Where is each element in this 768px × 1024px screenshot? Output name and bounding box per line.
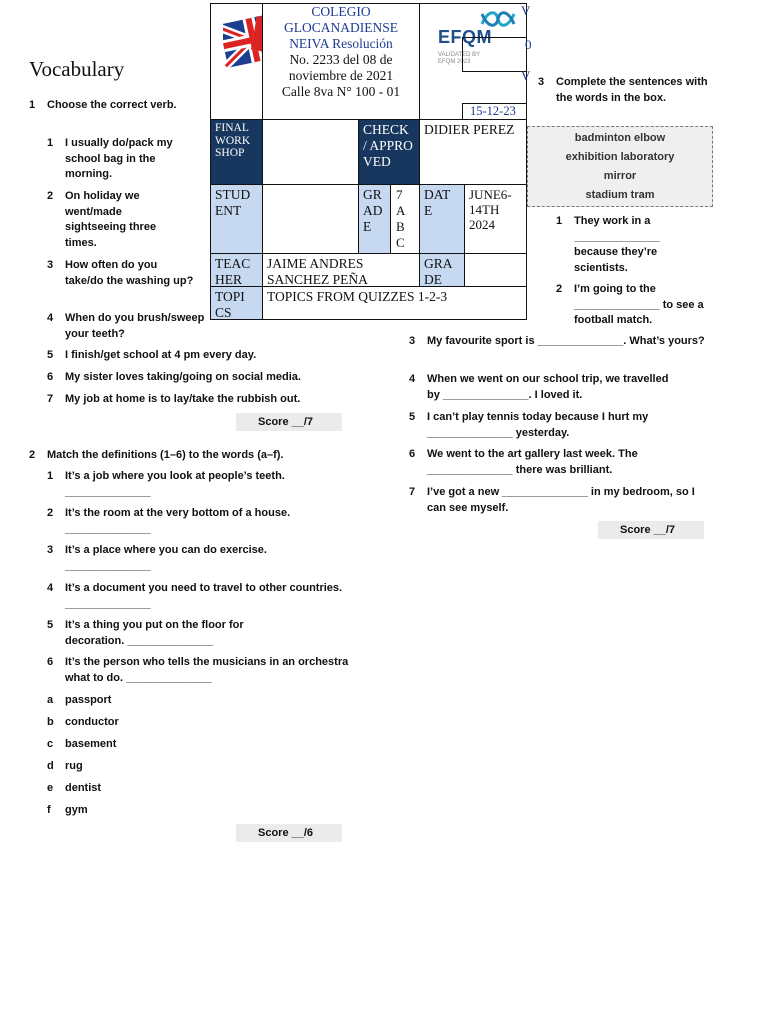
q1-item-number: 4 <box>47 312 54 324</box>
approver-name: DIDIER PEREZ <box>419 119 527 185</box>
grade-value: 7 A B C <box>390 184 420 254</box>
school-name-line1: COLEGIO <box>311 4 371 19</box>
q1-item-text[interactable]: On holiday we went/made sightseeing three times. <box>65 190 157 249</box>
teacher-label: TEAC HER <box>210 253 263 287</box>
check-approved-label: CHECK / APPRO VED <box>358 119 420 185</box>
q1-item-text[interactable]: I finish/get school at 4 pm every day. <box>65 349 257 361</box>
school-address: Calle 8va N° 100 - 01 <box>281 84 401 99</box>
word-option: passport <box>65 694 112 706</box>
q2-item-number: 1 <box>47 470 54 482</box>
efqm-wordmark: EFQM <box>438 27 492 47</box>
word-box-line: stadium tram <box>585 189 655 201</box>
final-workshop-label: FINAL WORK SHOP <box>210 119 263 185</box>
word-letter: b <box>47 716 54 728</box>
q2-item-number: 3 <box>47 544 54 556</box>
q3-item-number: 2 <box>556 283 563 295</box>
topics-value: TOPICS FROM QUIZZES 1-2-3 <box>262 286 527 320</box>
q3-item-text[interactable]: My favourite sport is ______________. What’s yours? <box>427 335 705 347</box>
word-option: dentist <box>65 782 102 794</box>
q1-item-text[interactable]: When do you brush/sweep your teeth? <box>65 312 205 340</box>
student-name-field[interactable] <box>262 184 359 254</box>
q1-item-text[interactable]: My job at home is to lay/take the rubbish out. <box>65 393 301 405</box>
exercise-3-score: Score __/7 <box>598 521 704 539</box>
date-label: DAT E <box>419 184 465 254</box>
q2-item-number: 2 <box>47 507 54 519</box>
q1-item-text[interactable]: My sister loves taking/going on social media. <box>65 371 301 383</box>
q2-item-number: 6 <box>47 656 54 668</box>
word-letter: f <box>47 804 51 816</box>
q1-item-number: 5 <box>47 349 54 361</box>
right-letter-v2: V <box>521 68 531 83</box>
q3-item-number: 6 <box>409 448 416 460</box>
q1-item-number: 2 <box>47 190 54 202</box>
word-letter: a <box>47 694 54 706</box>
page-title: Vocabulary <box>29 57 125 81</box>
school-name-line2: GLOCANADIENSE <box>284 20 398 35</box>
date-value: JUNE6- 14TH 2024 <box>464 184 527 254</box>
date-code: 15-12-23 <box>470 104 516 118</box>
grade-blank-cell <box>464 253 527 287</box>
word-box-line: badminton elbow <box>574 132 666 144</box>
workshop-blank-cell <box>262 119 359 185</box>
exercise-1-number: 1 <box>29 99 36 111</box>
q3-item-text[interactable]: I’m going to the ______________ to see a football match. <box>574 283 704 326</box>
efqm-cell <box>419 3 527 120</box>
word-box-line: exhibition laboratory <box>565 151 675 163</box>
grade-label-2: GRA DE <box>419 253 465 287</box>
word-option: basement <box>65 738 117 750</box>
q2-item-text: It’s a job where you look at people’s teeth. <box>65 470 285 482</box>
word-letter: c <box>47 738 54 750</box>
efqm-validated-line1: VALIDATED BY <box>438 52 481 58</box>
word-letter: d <box>47 760 54 772</box>
exercise-2-instruction: Match the definitions (1–6) to the words (a–f). <box>47 449 284 461</box>
q3-item-number: 4 <box>409 373 416 385</box>
q1-item-number: 3 <box>47 259 54 271</box>
q2-answer-blank[interactable]: ______________ <box>65 523 151 535</box>
word-box <box>527 126 713 207</box>
right-letter-0: 0 <box>525 37 532 52</box>
q1-item-number: 6 <box>47 371 54 383</box>
exercise-2-score: Score __/6 <box>236 824 342 842</box>
grade-label: GR AD E <box>358 184 391 254</box>
right-letter-v1: V <box>521 3 531 18</box>
q3-item-number: 1 <box>556 215 563 227</box>
word-option: gym <box>65 804 88 816</box>
exercise-3-number: 3 <box>538 76 545 88</box>
q3-item-number: 5 <box>409 411 416 423</box>
q3-item-text[interactable]: We went to the art gallery last week. The ______________ there was brilliant. <box>427 448 638 476</box>
exercise-3-instruction: Complete the sentences with the words in the box. <box>556 76 708 104</box>
efqm-validated-line2: EFQM 2023 <box>438 59 471 65</box>
logo-cell <box>210 3 263 120</box>
exercise-1-score: Score __/7 <box>236 413 342 431</box>
school-info-cell <box>262 3 420 120</box>
q2-answer-blank[interactable]: ______________ <box>65 486 151 498</box>
q2-item-text: It’s the room at the very bottom of a house. <box>65 507 291 519</box>
q3-item-text[interactable]: They work in a ______________ because they’re scientists. <box>574 215 660 274</box>
word-letter: e <box>47 782 54 794</box>
q2-item-text[interactable]: It’s a document you need to travel to other countries. ______________ <box>65 582 343 610</box>
q2-item-text: It’s a place where you can do exercise. <box>65 544 267 556</box>
q3-item-text[interactable]: I can’t play tennis today because I hurt my ______________ yesterday. <box>427 411 649 439</box>
exercise-1-instruction: Choose the correct verb. <box>47 99 177 111</box>
q1-item-text[interactable]: I usually do/pack my school bag in the morning. <box>65 137 173 180</box>
topics-label: TOPI CS <box>210 286 263 320</box>
student-label: STUD ENT <box>210 184 263 254</box>
q2-answer-blank[interactable]: ______________ <box>65 560 151 572</box>
school-resolution-date: noviembre de 2021 <box>288 68 394 83</box>
q3-item-number: 7 <box>409 486 416 498</box>
canada-uk-flag-logo <box>223 10 263 74</box>
q1-item-number: 1 <box>47 137 54 149</box>
word-option: rug <box>65 760 83 772</box>
efqm-grid-box <box>462 37 527 72</box>
school-resolution-line: NEIVA Resolución <box>289 36 393 51</box>
school-resolution-number: No. 2233 del 08 de <box>289 52 393 67</box>
q3-item-text[interactable]: When we went on our school trip, we travelled by ______________. I loved it. <box>427 373 669 401</box>
q3-item-number: 3 <box>409 335 416 347</box>
exercise-2-number: 2 <box>29 449 36 461</box>
q2-item-number: 5 <box>47 619 54 631</box>
word-box-line: mirror <box>603 170 637 182</box>
q3-item-text[interactable]: I’ve got a new ______________ in my bedroom, so I can see myself. <box>427 486 695 514</box>
q2-item-text[interactable]: It’s the person who tells the musicians in an orchestra what to do. ______________ <box>65 656 349 684</box>
q1-item-text[interactable]: How often do you take/do the washing up? <box>65 259 194 287</box>
q2-item-text[interactable]: It’s a thing you put on the floor for decoration. ______________ <box>65 619 244 647</box>
word-option: conductor <box>65 716 119 728</box>
q2-item-number: 4 <box>47 582 54 594</box>
q1-item-number: 7 <box>47 393 54 405</box>
teacher-name: JAIME ANDRES SANCHEZ PEÑA <box>262 253 420 287</box>
